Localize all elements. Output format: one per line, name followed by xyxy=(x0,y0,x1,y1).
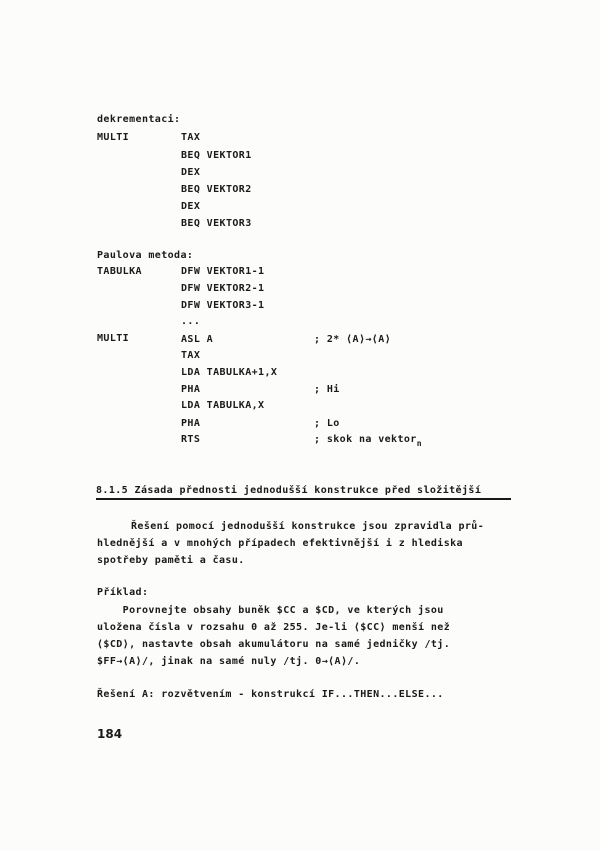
multi-label: MULTI xyxy=(97,132,130,143)
table-entry: DFW VEKTOR2-1 xyxy=(181,283,265,294)
example-line: Porovnejte obsahy buněk $CC a $CD, ve kterých jsou xyxy=(97,605,444,616)
solution-line: Řešení A: rozvětvením - konstrukcí IF...THEN...ELSE... xyxy=(97,689,444,700)
code-line: DEX xyxy=(181,201,201,212)
code-line: BEQ VEKTOR1 xyxy=(181,150,252,161)
code-line: RTS xyxy=(181,434,201,445)
code-line: BEQ VEKTOR3 xyxy=(181,218,252,229)
code-line: PHA xyxy=(181,384,201,395)
code-comment: ; Lo xyxy=(314,418,340,429)
section-number: 8.1.5 xyxy=(96,485,129,496)
intro-label: dekrementaci: xyxy=(97,114,181,125)
code-line: LDA TABULKA,X xyxy=(181,400,265,411)
code-comment: ; Hi xyxy=(314,384,340,395)
paragraph-line: spotřeby paměti a času. xyxy=(97,555,245,566)
example-line: uložena čísla v rozsahu 0 až 255. Je-li ⟨$CC⟩ menší než xyxy=(97,622,451,633)
table-ellipsis: ... xyxy=(181,316,201,327)
example-title: Příklad: xyxy=(97,587,149,598)
section-heading xyxy=(96,485,481,497)
code-line: BEQ VEKTOR2 xyxy=(181,184,252,195)
table-entry: DFW VEKTOR1-1 xyxy=(181,266,265,277)
code-line: TAX xyxy=(181,350,201,361)
paragraph-line: Řešení pomocí jednodušší konstrukce jsou zpravidla prů- xyxy=(131,521,485,532)
example-line: ⟨$CD⟩, nastavte obsah akumulátoru na samé jedničky /tj. xyxy=(97,639,451,650)
page-number: 184 xyxy=(97,727,123,741)
code-line: DEX xyxy=(181,167,201,178)
multi-label: MULTI xyxy=(97,333,130,344)
comment-subscript: n xyxy=(416,439,422,448)
method-title: Paulova metoda: xyxy=(97,250,194,261)
code-line: PHA xyxy=(181,418,201,429)
code-line: ASL A xyxy=(181,334,214,345)
section-title: Zásada přednosti jednodušší konstrukce před složitější xyxy=(134,485,482,496)
code-line: TAX xyxy=(181,132,201,143)
code-comment: ; skok na vektor$_n$ xyxy=(314,434,422,448)
code-line: LDA TABULKA+1,X xyxy=(181,367,278,378)
table-entry: DFW VEKTOR3-1 xyxy=(181,300,265,311)
example-line: $FF→⟨A⟩/, jinak na samé nuly /tj. 0→⟨A⟩/. xyxy=(97,656,361,667)
code-comment: ; 2* ⟨A⟩→⟨A⟩ xyxy=(314,334,392,345)
table-label: TABULKA xyxy=(97,266,142,277)
paragraph-line: hlednější a v mnohých případech efektivnější i z hlediska xyxy=(97,538,463,549)
section-underline xyxy=(96,498,511,500)
